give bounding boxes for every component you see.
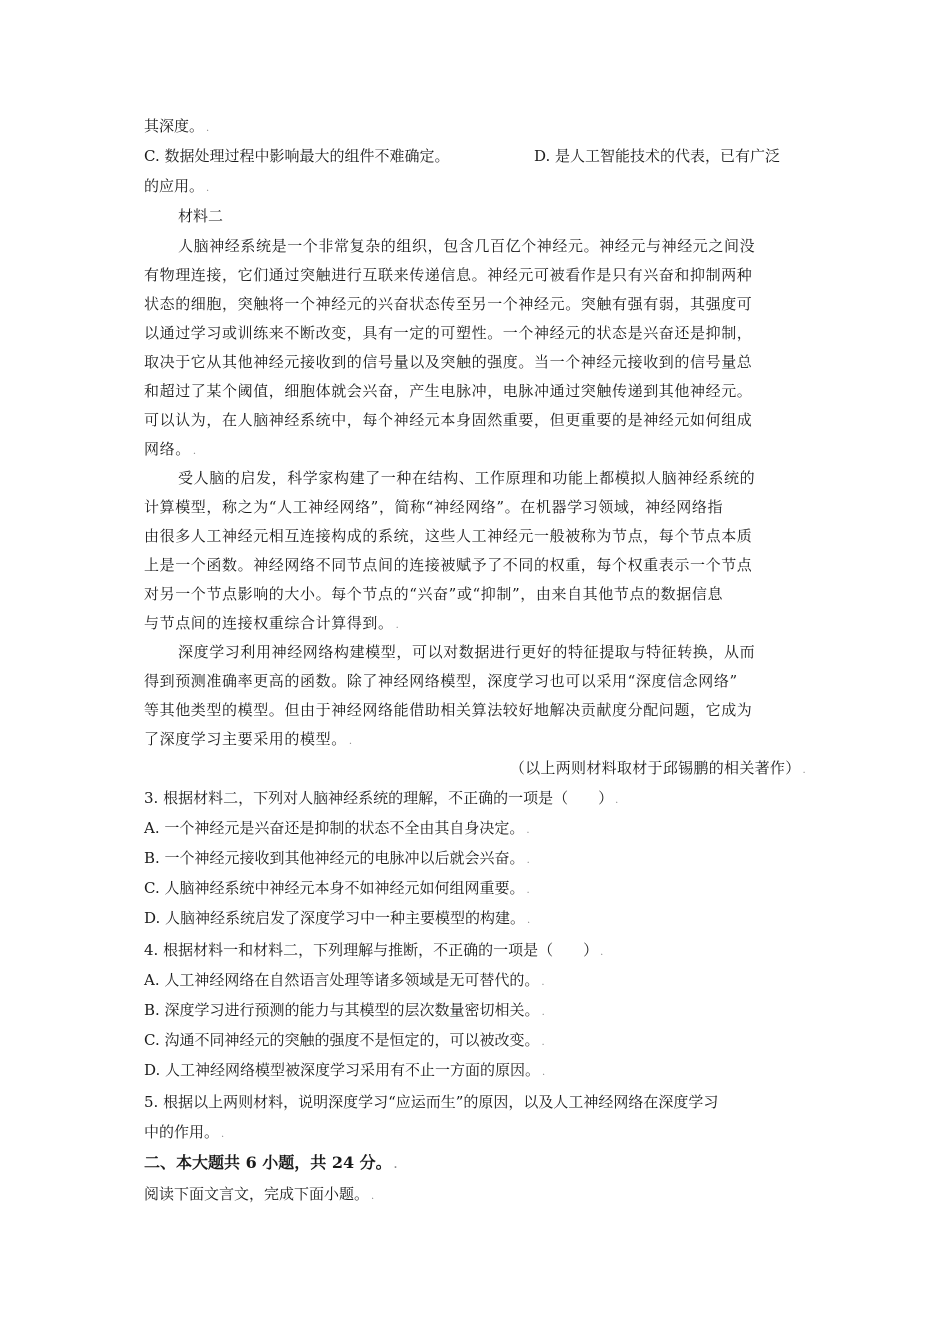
paragraph-line: 与节点间的连接权重综合计算得到。 . <box>144 614 400 632</box>
paragraph-line: 得到预测准确率更高的函数。除了神经网络模型，深度学习也可以采用“深度信念网络” <box>144 672 738 690</box>
paragraph-line: 状态的细胞，突触将一个神经元的兴奋状态传至另一个神经元。突触有强有弱，其强度可 <box>144 295 753 313</box>
paragraph-line: 可以认为，在人脑神经系统中，每个神经元本身固然重要，但更重要的是神经元如何组成 <box>144 411 753 429</box>
question-4-option-b: B. 深度学习进行预测的能力与其模型的层次数量密切相关。 . <box>144 1001 545 1019</box>
paragraph-line: 以通过学习或训练来不断改变，具有一定的可塑性。一个神经元的状态是兴奋还是抑制， <box>144 324 753 342</box>
section-instruction: 阅读下面文言文，完成下面小题。 . <box>144 1185 375 1203</box>
paragraph-line: 取决于它从其他神经元接收到的信号量以及突触的强度。当一个神经元接收到的信号量总 <box>144 353 753 371</box>
option-c: C. 数据处理过程中影响最大的组件不难确定。 <box>144 147 450 165</box>
question-4-stem: 4. 根据材料一和材料二，下列理解与推断，不正确的一项是（ ） . <box>144 941 604 959</box>
question-5-continuation: 中的作用。 . <box>144 1123 225 1141</box>
question-3-option-a: A. 一个神经元是兴奋还是抑制的状态不全由其自身决定。 . <box>144 819 530 837</box>
paragraph-line: 人脑神经系统是一个非常复杂的组织，包含几百亿个神经元。神经元与神经元之间没 <box>178 237 756 255</box>
question-4-option-c: C. 沟通不同神经元的突触的强度不是恒定的，可以被改变。 . <box>144 1031 545 1049</box>
question-4-option-d: D. 人工神经网络模型被深度学习采用有不止一方面的原因。 . <box>144 1061 546 1079</box>
question-4-option-a: A. 人工神经网络在自然语言处理等诸多领域是无可替代的。 . <box>144 971 545 989</box>
paragraph-line: 计算模型，称之为“人工神经网络”，简称“神经网络”。在机器学习领域，神经网络指 <box>144 498 724 516</box>
paragraph-line: 网络。 . <box>144 440 197 458</box>
paragraph-line: 有物理连接，它们通过突触进行互联来传递信息。神经元可被看作是只有兴奋和抑制两种 <box>144 266 753 284</box>
question-3-stem: 3. 根据材料二，下列对人脑神经系统的理解，不正确的一项是（ ） . <box>144 789 619 807</box>
question-3-option-c: C. 人脑神经系统中神经元本身不如神经元如何组网重要。 . <box>144 879 530 897</box>
paragraph-line: 受人脑的启发，科学家构建了一种在结构、工作原理和功能上都模拟人脑神经系统的 <box>178 469 756 487</box>
question-5-stem: 5. 根据以上两则材料，说明深度学习“应运而生”的原因，以及人工神经网络在深度学习 <box>144 1093 719 1111</box>
paragraph-line: 了深度学习主要采用的模型。 . <box>144 730 353 748</box>
paragraph-line: 和超过了某个阈值，细胞体就会兴奋，产生电脉冲，电脉冲通过突触传递到其他神经元。 <box>144 382 753 400</box>
option-d: D. 是人工智能技术的代表，已有广泛 <box>534 147 781 165</box>
paragraph-line: 由很多人工神经元相互连接构成的系统，这些人工神经元一般被称为节点，每个节点本质 <box>144 527 753 545</box>
question-3-option-d: D. 人脑神经系统启发了深度学习中一种主要模型的构建。 . <box>144 909 531 927</box>
paragraph-line: 等其他类型的模型。但由于神经网络能借助相关算法较好地解决贡献度分配问题，它成为 <box>144 701 753 719</box>
section-heading: 二、本大题共 6 小题，共 24 分。 . <box>144 1153 398 1172</box>
paragraph-line: 对另一个节点影响的大小。每个节点的“兴奋”或“抑制”，由来自其他节点的数据信息 <box>144 585 724 603</box>
paragraph-line: 上是一个函数。神经网络不同节点间的连接被赋予了不同的权重，每个权重表示一个节点 <box>144 556 753 574</box>
option-d-continuation: 的应用。 . <box>144 177 210 195</box>
paragraph-line: 深度学习利用神经网络构建模型，可以对数据进行更好的特征提取与特征转换，从而 <box>178 643 756 661</box>
question-3-option-b: B. 一个神经元接收到其他神经元的电脉冲以后就会兴奋。 . <box>144 849 530 867</box>
material-source: （以上两则材料取材于邱锡鹏的相关著作） . <box>509 759 806 777</box>
text-line: 其深度。 . <box>144 117 210 135</box>
material-title: 材料二 <box>178 207 224 225</box>
